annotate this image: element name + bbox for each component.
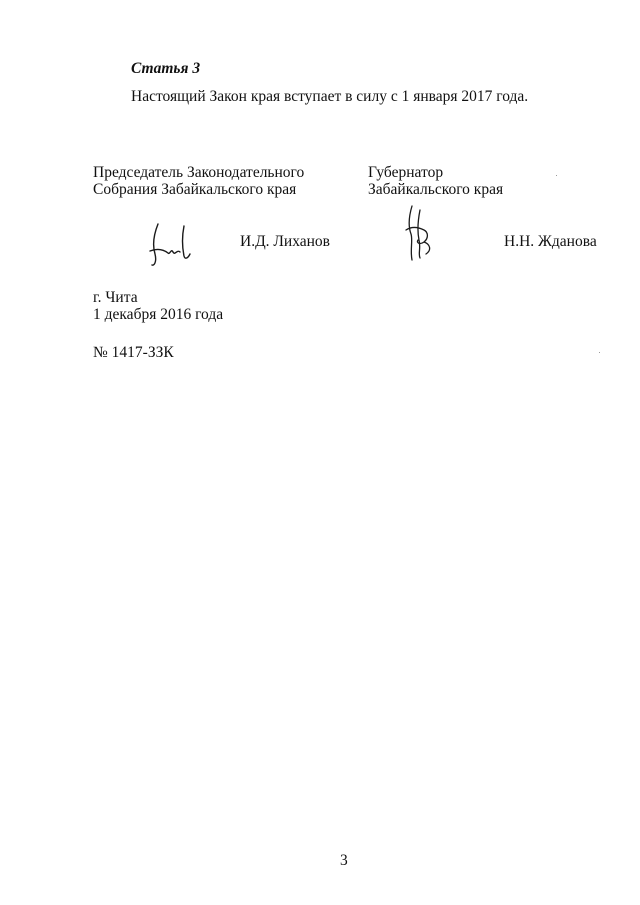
left-signatory-title-line2: Собрания Забайкальского края (93, 181, 297, 198)
scan-speck (599, 352, 600, 353)
right-signatory-name: Н.Н. Жданова (504, 233, 597, 250)
law-number: № 1417-ЗЗК (93, 344, 174, 361)
left-signatory-name: И.Д. Лиханов (240, 233, 330, 250)
right-signatory-title-line2: Забайкальского края (368, 181, 504, 198)
place: г. Чита (93, 289, 138, 306)
article-text: Настоящий Закон края вступает в силу с 1 января 2017 года. (131, 88, 529, 105)
left-signature (140, 218, 200, 270)
left-signatory-title-line1: Председатель Законодательного (93, 164, 305, 181)
page-number: 3 (340, 852, 348, 869)
right-signature (398, 200, 440, 266)
date: 1 декабря 2016 года (93, 306, 224, 323)
scan-speck (556, 175, 557, 176)
right-signatory-title-line1: Губернатор (368, 164, 444, 181)
article-heading: Статья 3 (131, 60, 201, 77)
